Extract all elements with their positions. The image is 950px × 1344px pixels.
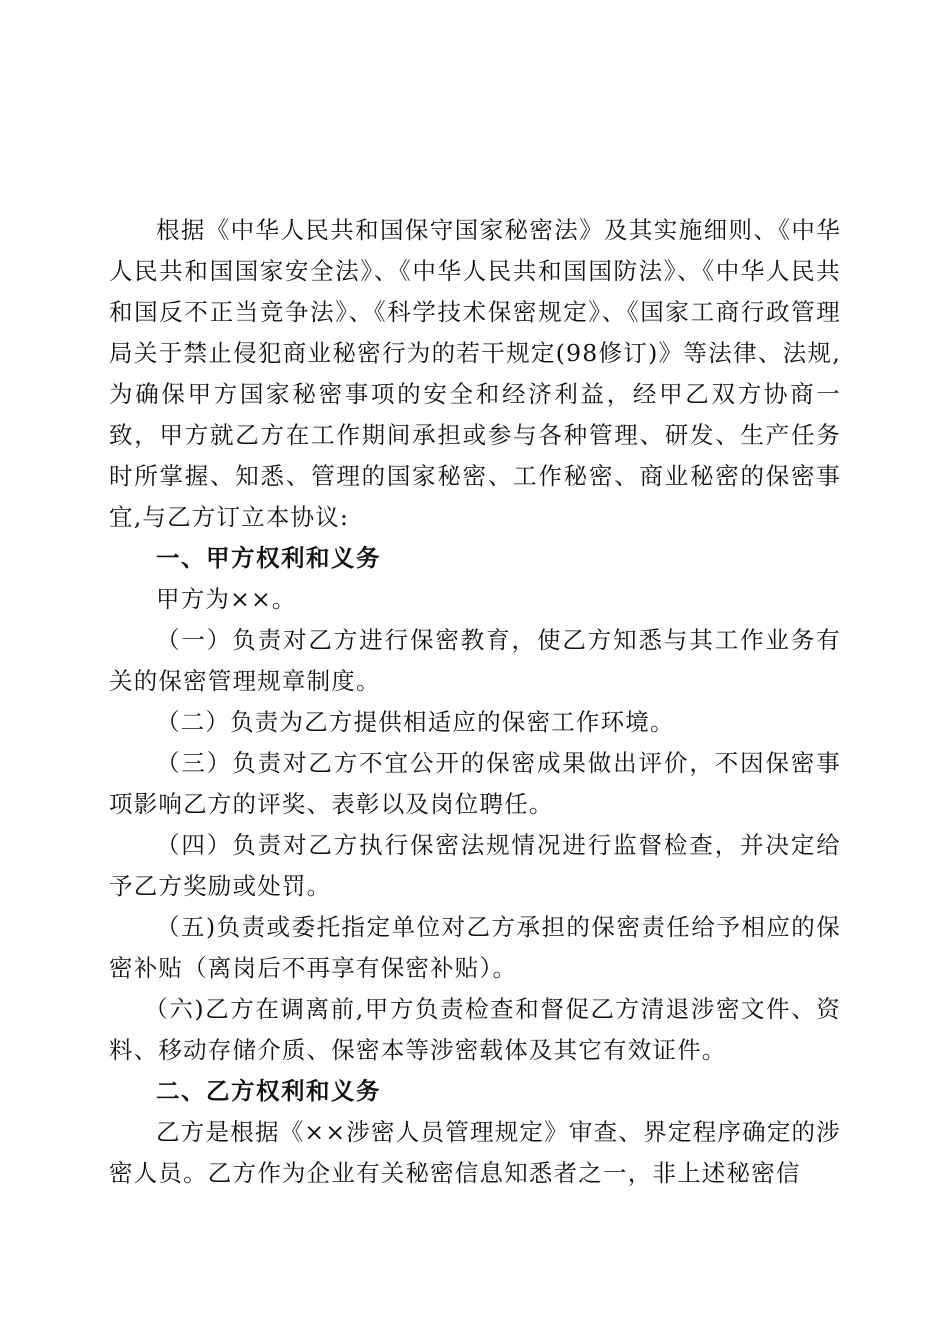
- document-body: [109, 210, 841, 1194]
- party-a-clause-4: （四）负责对乙方执行保密法规情况进行监督检查，并决定给予乙方奖励或处罚。: [109, 831, 841, 900]
- party-a-clause-5: （五)负责或委托指定单位对乙方承担的保密责任给予相应的保密补贴（离岗后不再享有保密补贴）。: [109, 913, 841, 982]
- party-a-identity: 甲方为××。: [156, 585, 297, 613]
- party-a-clause-6: （六)乙方在调离前,甲方负责检查和督促乙方清退涉密文件、资料、移动存储介质、保密本等涉密载体及其它有效证件。: [109, 995, 841, 1064]
- party-b-intro: 乙方是根据《××涉密人员管理规定》审查、界定程序确定的涉密人员。乙方作为企业有关秘密信息知悉者之一，非上述秘密信: [109, 1118, 841, 1187]
- section-heading-party-b: 二、乙方权利和义务: [156, 1077, 381, 1105]
- party-a-clause-2: （二）负责为乙方提供相适应的保密工作环境。: [156, 708, 675, 736]
- party-a-clause-3: （三）负责对乙方不宜公开的保密成果做出评价，不因保密事项影响乙方的评奖、表彰以及岗位聘任。: [109, 749, 841, 818]
- preamble-paragraph: 根据《中华人民共和国保守国家秘密法》及其实施细则、《中华人民共和国国家安全法》、《中华人民共和国国防法》、《中华人民共和国反不正当竞争法》、《科学技术保密规定》、《国家工商行政管理局关于禁止侵犯商业秘密行为的若干规定(98修订)》等法律、法规,为确保甲方国家秘密事项的安全和经济利益，经甲乙双方协商一致，甲方就乙方在工作期间承担或参与各种管理、研发、生产任务时所掌握、知悉、管理的国家秘密、工作秘密、商业秘密的保密事宜,与乙方订立本协议:: [109, 216, 841, 531]
- party-a-clause-1: （一）负责对乙方进行保密教育，使乙方知悉与其工作业务有关的保密管理规章制度。: [109, 626, 841, 695]
- section-heading-party-a: 一、甲方权利和义务: [156, 544, 381, 572]
